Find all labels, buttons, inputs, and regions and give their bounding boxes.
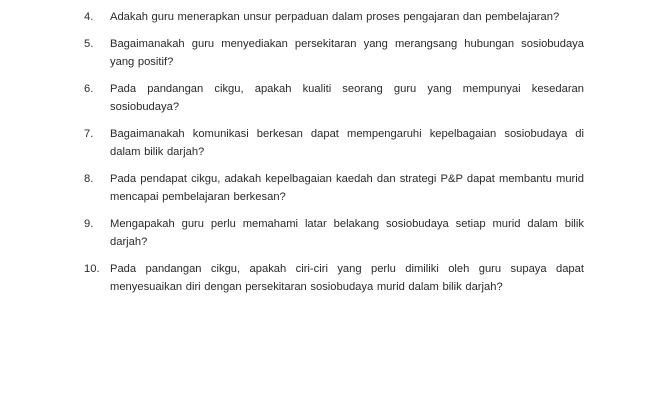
question-text: Mengapakah guru perlu memahami latar belakang sosiobudaya setiap murid dalam bilik darjah? bbox=[110, 218, 584, 248]
question-item-4 bbox=[84, 8, 584, 26]
question-item-10 bbox=[84, 260, 584, 296]
question-text: Pada pendapat cikgu, adakah kepelbagaian kaedah dan strategi P&P dapat membantu murid mencapai pembelajaran berkesan? bbox=[110, 173, 584, 203]
question-text: Pada pandangan cikgu, apakah ciri-ciri yang perlu dimiliki oleh guru supaya dapat menyesuaikan diri dengan persekitaran sosiobudaya murid dalam bilik darjah? bbox=[110, 263, 584, 293]
question-list bbox=[84, 8, 584, 305]
question-number: 7. bbox=[84, 128, 94, 140]
question-text: Adakah guru menerapkan unsur perpaduan dalam proses pengajaran dan pembelajaran? bbox=[110, 11, 560, 23]
question-number: 6. bbox=[84, 83, 94, 95]
question-text: Pada pandangan cikgu, apakah kualiti seorang guru yang mempunyai kesedaran sosiobudaya? bbox=[110, 83, 584, 113]
question-item-7 bbox=[84, 125, 584, 161]
question-number: 8. bbox=[84, 173, 94, 185]
cropped-previous-line bbox=[120, 0, 260, 4]
question-number: 4. bbox=[84, 11, 94, 23]
question-item-6 bbox=[84, 80, 584, 116]
question-item-5 bbox=[84, 35, 584, 71]
question-number: 9. bbox=[84, 218, 94, 230]
question-text: Bagaimanakah guru menyediakan persekitaran yang merangsang hubungan sosiobudaya yang positif? bbox=[110, 38, 584, 68]
question-item-8 bbox=[84, 170, 584, 206]
question-number: 5. bbox=[84, 38, 94, 50]
question-number: 10. bbox=[84, 263, 100, 275]
question-item-9 bbox=[84, 215, 584, 251]
question-text: Bagaimanakah komunikasi berkesan dapat mempengaruhi kepelbagaian sosiobudaya di dalam bilik darjah? bbox=[110, 128, 584, 158]
